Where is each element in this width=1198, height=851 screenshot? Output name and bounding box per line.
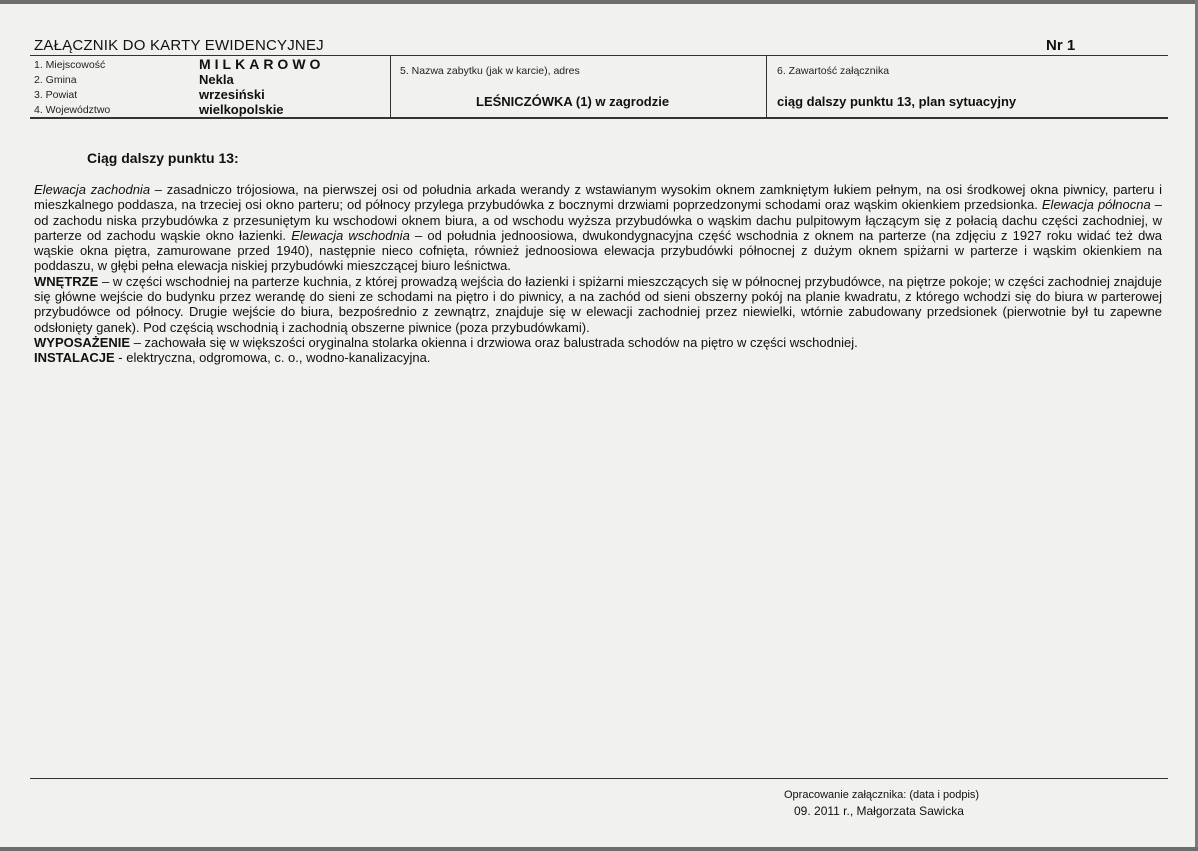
header-divider-1: [390, 55, 391, 118]
installations-text: - elektryczna, odgromowa, c. o., wodno-kanalizacyjna.: [114, 350, 431, 366]
wojewodztwo-value: wielkopolskie: [199, 102, 284, 117]
elevation-west-heading: Elewacja zachodnia: [34, 182, 151, 197]
paragraph-interior: [34, 274, 1162, 335]
paragraph-elevations: [34, 182, 1162, 274]
header-bottom-rule: [30, 117, 1168, 119]
nazwa-value: LEŚNICZÓWKA (1) w zagrodzie: [476, 94, 670, 109]
elevation-east-text: – od południa jednoosiowa, dwukondygnacyjna część wschodnia z oknem na parterze (na zdjęciu z 1927 roku widać też dwa wąskie okna piętra, zamurowane przed 1940), następnie nieco cofnięta, również jednoosiowa elewacja przybudówki północnej z dużym oknem spiżarni w parterze i wąskim okienkiem na poddaszu, w głębi pełna elewacja niskiej przybudówki mieszczącej biuro leśnictwa.: [34, 227, 1162, 274]
powiat-value: wrzesiński: [199, 87, 265, 102]
document-title: ZAŁĄCZNIK DO KARTY EWIDENCYJNEJ: [34, 37, 324, 54]
interior-text: – w części wschodniej na parterze kuchnia, z której prowadzą wejścia do łazienki i spiżarni mieszczących się w północnej przybudówce, na piętrze pokoje; w części zachodniej znajduje się główne wejście do budynku przez werandę do sieni ze schodami na piętro i do piwnicy, a na zachód od sieni obszerny pokój na planie kwadratu, z którego wchodzi się do biura w parterowej przybudówce od północy. Drugie wejście do biura, bezpośrednio z zewnątrz, znajduje się w elewacji zachodniej przez niewielki, wtórnie zabudowany przedsionek (pierwotnie był tu zapewne odsłonięty ganek). Pod częścią wschodnią i zachodnią obszerne piwnice (poza przybudówkami).: [34, 273, 1162, 335]
header-divider-2: [766, 55, 767, 118]
footer-prepared-signature: 09. 2011 r., Małgorzata Sawicka: [794, 804, 964, 818]
page-edge-bottom: [0, 847, 1198, 851]
document-number: Nr 1: [1046, 37, 1076, 54]
furnishings-heading: WYPOSAŻENIE: [34, 334, 131, 350]
furnishings-text: – zachowała się w większości oryginalna stolarka okienna i drzwiowa oraz balustrada schodów na piętro w części wschodniej.: [130, 334, 858, 350]
wojewodztwo-label: 4. Województwo: [34, 104, 111, 116]
elevation-north-heading: Elewacja północna: [1041, 197, 1151, 213]
section-heading: Ciąg dalszy punktu 13:: [87, 150, 239, 166]
installations-heading: INSTALACJE: [34, 350, 115, 366]
paragraph-furnishings: [34, 335, 1162, 350]
description-body: [34, 182, 1162, 366]
miejscowosc-label: 1. Miejscowość: [34, 59, 106, 71]
footer-prepared-label: Opracowanie załącznika: (data i podpis): [784, 789, 980, 801]
elevation-east-heading: Elewacja wschodnia: [291, 227, 410, 243]
miejscowosc-value: MILKAROWO: [199, 56, 325, 72]
powiat-label: 3. Powiat: [34, 89, 78, 101]
interior-heading: WNĘTRZE: [34, 273, 99, 289]
paragraph-installations: [34, 350, 1162, 365]
gmina-label: 2. Gmina: [34, 74, 77, 86]
nazwa-label: 5. Nazwa zabytku (jak w karcie), adres: [400, 65, 580, 77]
zawartosc-label: 6. Zawartość załącznika: [777, 65, 890, 77]
footer-rule: [30, 778, 1168, 779]
page-edge-top: [0, 0, 1198, 4]
gmina-value: Nekla: [199, 72, 234, 87]
elevation-west-text: – zasadniczo trójosiowa, na pierwszej osi od południa arkada werandy z wstawianym wysokim oknem zamkniętym łukiem pełnym, na osi środkowej okna piwnicy, parteru i mieszkalnego poddasza, na trzeciej osi okno parteru; od północy przylega przybudówka z bocznymi drzwiami poprzedzonymi schodami oraz wąskim okienkiem przedsionka.: [34, 182, 1162, 213]
zawartosc-value: ciąg dalszy punktu 13, plan sytuacyjny: [777, 94, 1017, 109]
elevation-north-text: – od zachodu niska przybudówka z przesuniętym ku wschodowi oknem biura, a od wschodu wyższa przybudówka o wąskim dachu pulpitowym łączącym się z połacią dachu części zachodniej, w parterze od zachodu wąskie okno łazienki.: [34, 197, 1163, 243]
